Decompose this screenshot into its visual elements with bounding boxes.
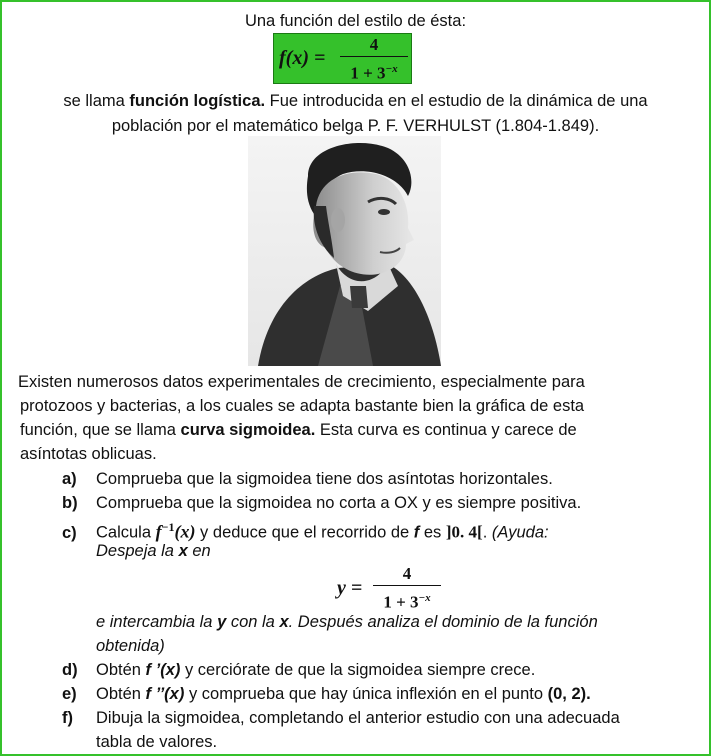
item-c-line-4: obtenida) bbox=[96, 637, 165, 655]
formula-lhs: f(x) = bbox=[279, 47, 326, 69]
paragraph-line-1: Existen numerosos datos experimentales de crecimiento, especialmente para bbox=[18, 373, 585, 391]
paragraph-line-4: asíntotas oblicuas. bbox=[20, 445, 157, 463]
paragraph-line-2: protozoos y bacterias, a los cuales se adapta bastante bien la gráfica de esta bbox=[20, 397, 585, 415]
item-c-line-3: e intercambia la y con la x. Después analiza el dominio de la función bbox=[96, 613, 598, 631]
definition-line-1: se llama función logística. Fue introducida en el estudio de la dinámica de una bbox=[63, 92, 648, 110]
definition-line-2: población por el matemático belga P. F. VERHULST (1.804-1.849). bbox=[111, 117, 600, 135]
item-f-line-2: tabla de valores. bbox=[96, 733, 218, 751]
item-c-line-2: Despeja la x en bbox=[96, 542, 211, 560]
intro-text: Una función del estilo de ésta: bbox=[244, 12, 467, 30]
item-c: c) Calcula $f^{-1}(x)$ y deduce que el recorrido de f es ]0. 4[. (Ayuda: bbox=[62, 520, 549, 542]
verhulst-portrait bbox=[248, 136, 441, 366]
item-f: f) Dibuja la sigmoidea, completando el anterior estudio con una adecuada bbox=[62, 709, 620, 727]
item-e: e) Obtén f ’’(x) y comprueba que hay única inflexión en el punto (0, 2). bbox=[62, 685, 591, 703]
item-c-equation: y = 4 $1 + 3^{-x}$ bbox=[337, 563, 447, 613]
item-a: a) Comprueba que la sigmoidea tiene dos asíntotas horizontales. bbox=[62, 470, 553, 488]
item-b: b) Comprueba que la sigmoidea no corta a OX y es siempre positiva. bbox=[62, 494, 582, 512]
formula-fraction: 4 $1 + 3^{-x}$ bbox=[338, 34, 410, 86]
paragraph-line-3: función, que se llama curva sigmoidea. Esta curva es continua y carece de bbox=[20, 421, 577, 439]
logistic-formula-box bbox=[273, 33, 412, 84]
item-d: d) Obtén f ’(x) y cerciórate de que la sigmoidea siempre crece. bbox=[62, 661, 536, 679]
